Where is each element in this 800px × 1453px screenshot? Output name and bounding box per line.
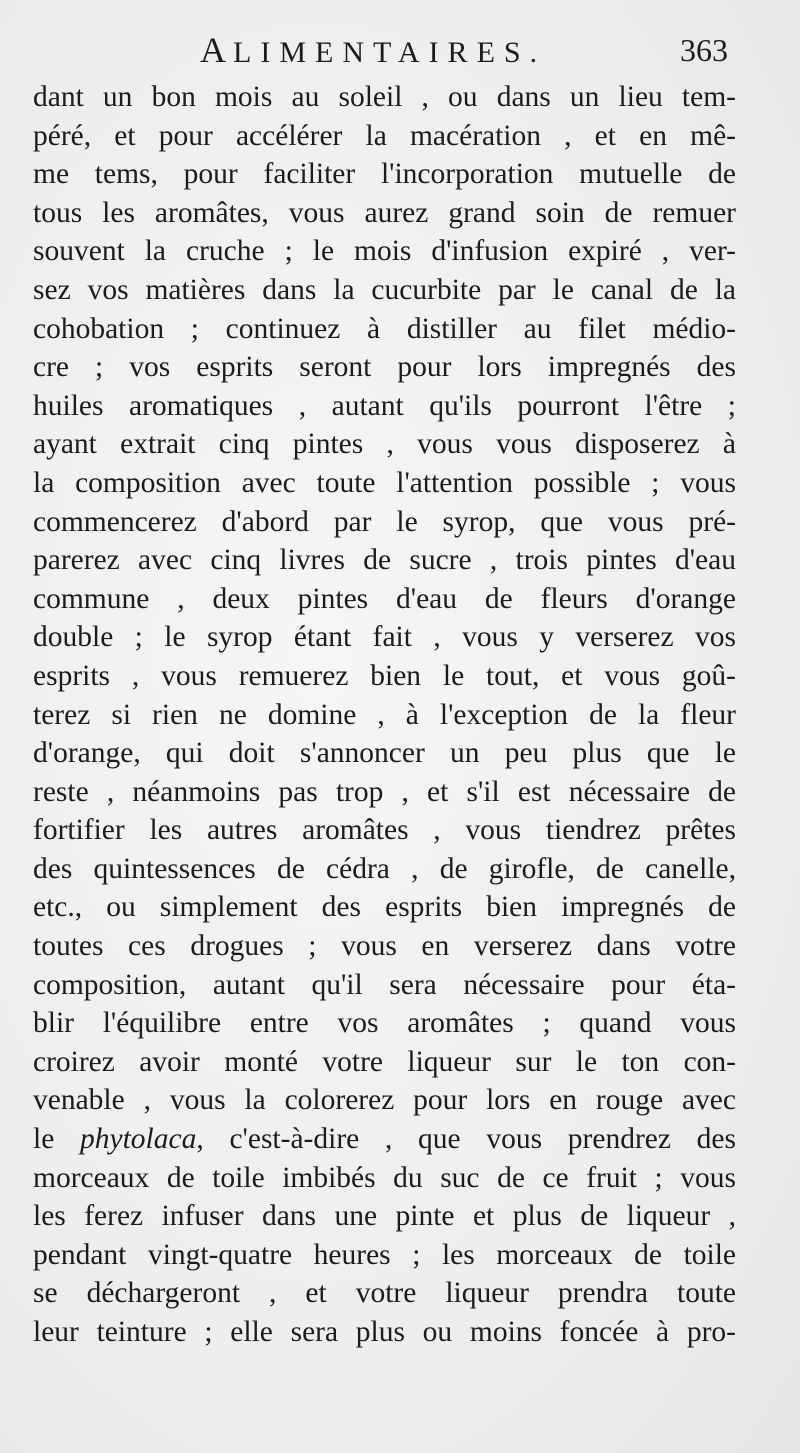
text-line: la composition avec toute l'attention possible ; vous (33, 466, 736, 499)
text-line: toutes ces drogues ; vous en verserez dans votre (33, 930, 736, 963)
text-line: esprits , vous remuerez bien le tout, et vous goû- (33, 659, 736, 692)
text-line: commune , deux pintes d'eau de fleurs d'orange (33, 582, 736, 615)
text-line: se déchargeront , et votre liqueur prendra toute (33, 1277, 736, 1310)
text-line: les ferez infuser dans une pinte et plus de liqueur , (33, 1200, 736, 1233)
text-line: parerez avec cinq livres de sucre , trois pintes d'eau (33, 544, 736, 577)
text-line: terez si rien ne domine , à l'exception de la fleur (33, 698, 736, 731)
text-line: composition, autant qu'il sera nécessaire pour éta- (33, 968, 736, 1001)
text-line: fortifier les autres aromâtes , vous tiendrez prêtes (33, 814, 736, 847)
running-title-initial: A (200, 30, 233, 70)
italic-term-phytolaca: phytolaca (80, 1123, 197, 1156)
text-line: etc., ou simplement des esprits bien impregnés de (33, 891, 736, 924)
text-line: souvent la cruche ; le mois d'infusion expiré , ver- (33, 235, 736, 268)
page-number: 363 (680, 32, 728, 68)
text-line: dant un bon mois au soleil , ou dans un lieu tem- (33, 81, 736, 113)
text-line: reste , néanmoins pas trop , et s'il est nécessaire de (33, 775, 736, 808)
text-line: cre ; vos esprits seront pour lors impregnés des (33, 351, 736, 384)
running-title-rest: LIMENTAIRES. (233, 36, 547, 69)
text-line: sez vos matières dans la cucurbite par le canal de la (33, 273, 736, 306)
text-line: morceaux de toile imbibés du suc de ce fruit ; vous (33, 1161, 736, 1194)
body-text (33, 78, 736, 1352)
running-head (0, 28, 800, 72)
text-line: tous les aromâtes, vous aurez grand soin de remuer (33, 196, 736, 229)
text-line: blir l'équilibre entre vos aromâtes ; quand vous (33, 1007, 736, 1040)
text-line: d'orange, qui doit s'annoncer un peu plus que le (33, 737, 736, 770)
text-line: croirez avoir monté votre liqueur sur le ton con- (33, 1045, 736, 1078)
text-line: venable , vous la colorerez pour lors en rouge avec (33, 1084, 736, 1117)
text-line-italic-term (33, 1120, 736, 1159)
text-line: pendant vingt-quatre heures ; les morceaux de toile (33, 1238, 736, 1271)
text-line: me tems, pour faciliter l'incorporation mutuelle de (33, 158, 736, 191)
text-line: ayant extrait cinq pintes , vous vous disposerez à (33, 428, 736, 461)
line-28-before: le (33, 1123, 81, 1156)
text-line: commencerez d'abord par le syrop, que vous pré- (33, 505, 736, 538)
text-line: double ; le syrop étant fait , vous y verserez vos (33, 621, 736, 654)
line-28-after: , c'est-à-dire , que vous prendrez des (196, 1123, 737, 1156)
text-line: cohobation ; continuez à distiller au filet médio- (33, 312, 736, 345)
text-line: leur teinture ; elle sera plus ou moins foncée à pro- (33, 1316, 736, 1348)
text-line: huiles aromatiques , autant qu'ils pourront l'être ; (33, 389, 736, 422)
running-title (200, 28, 546, 75)
text-line: péré, et pour accélérer la macération , et en mê- (33, 119, 736, 152)
text-line: des quintessences de cédra , de girofle, de canelle, (33, 852, 736, 885)
